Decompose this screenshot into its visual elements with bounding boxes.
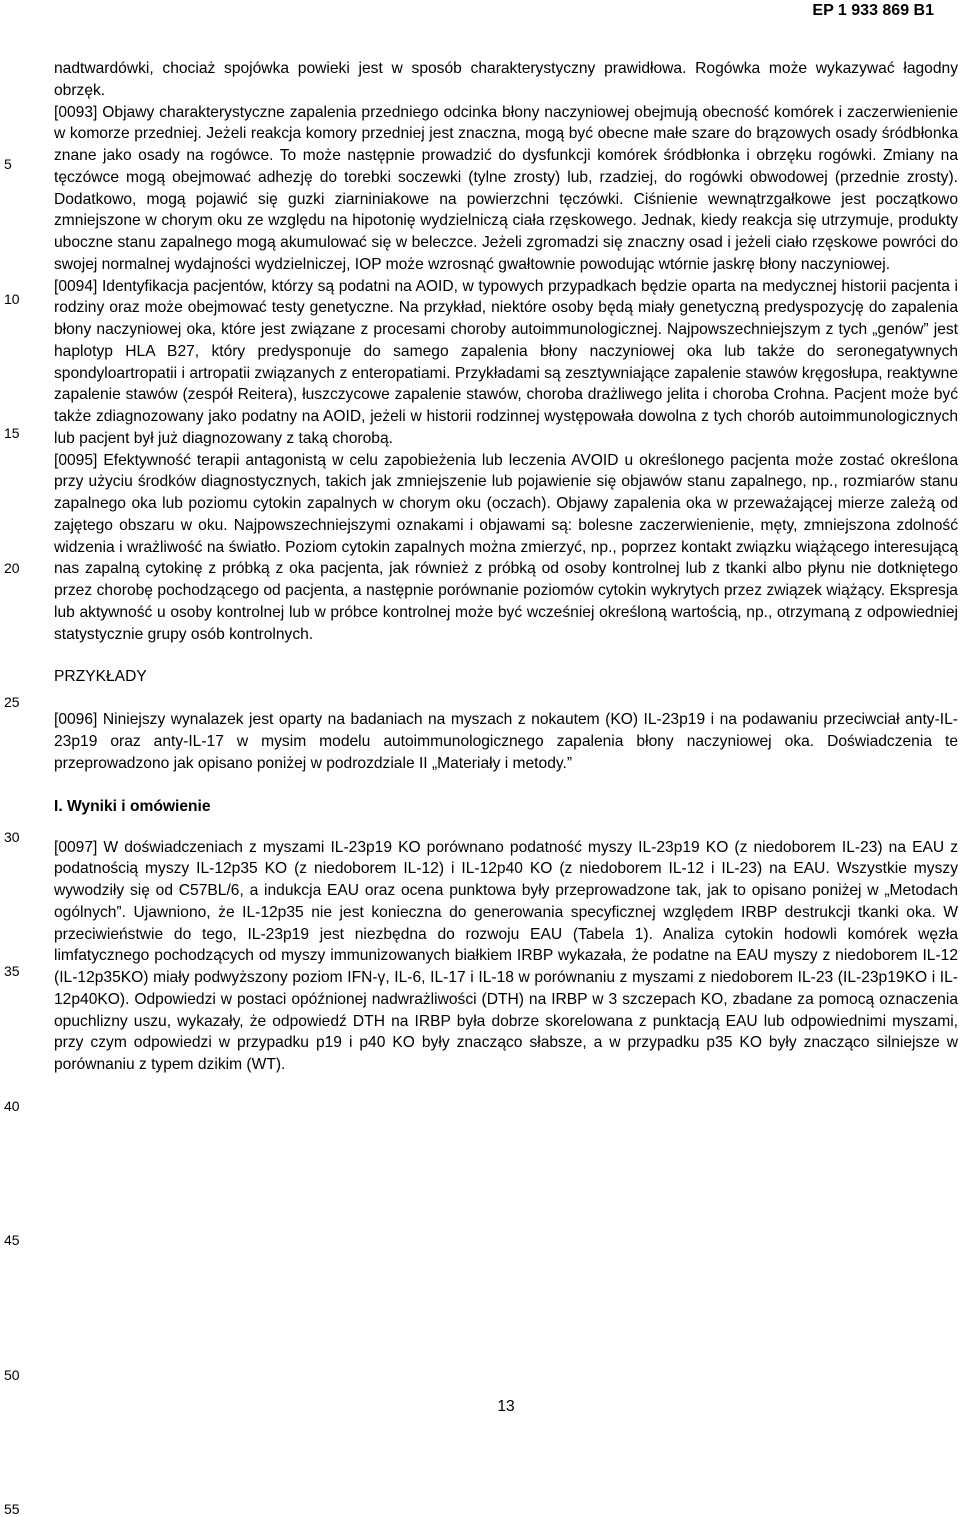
paragraph-text: Identyfikacja pacjentów, którzy są podatni na AOID, w typowych przypadkach będzie oparta na medycznej historii pacjenta i rodziny oraz może obejmować testy genetyczne. Na przykład, niektóre osoby będą miały genetyczną predyspozycję do zapalenia błony naczyniowej oka, które jest związane z procesami choroby autoimmunologicznej. Najpowszechniejszym z tych „genów” jest haplotyp HLA B27, który predysponuje do samego zapalenia błony naczyniowej oka lub także do seronegatywnych spondyloartropatii i artropatii związanych z enteropatiami. Przykładami są zesztywniające zapalenie stawów kręgosłupa, reaktywne zapalenie stawów (zespół Reitera), łuszczycowe zapalenie stawów, choroba drażliwego jelita i choroba Crohna. Pacjent może być także zdiagnozowany jako podatny na AOID, jeżeli w historii rodzinnej występowała dowolna z tych chorób autoimmunologicznych lub pacjent był już diagnozowany z taką chorobą. bbox=[54, 277, 958, 447]
line-number: 25 bbox=[4, 694, 20, 710]
paragraph-0093 bbox=[54, 102, 958, 276]
paragraph-number: [0097] bbox=[54, 838, 98, 856]
line-number: 50 bbox=[4, 1367, 20, 1383]
paragraph-number: [0094] bbox=[54, 277, 98, 295]
paragraph-text: Efektywność terapii antagonistą w celu zapobieżenia lub leczenia AVOID u określonego pacjenta może zostać określona przy użyciu środków diagnostycznych, takich jak zmniejszenie lub pojawienie się objawów stanu zapalnego, np., rozmiarów stanu zapalnego oka lub poziomu cytokin zapalnych w chorym oku (oczach). Objawy zapalenia oka w przeważającej mierze zależą od zajętego obszaru w oku. Najpowszechniejszymi oznakami i objawami są: bolesne zaczerwienienie, męty, zmniejszona zdolność widzenia i wrażliwość na światło. Poziom cytokin zapalnych można zmierzyć, np., poprzez kontakt związku wiążącego interesującą nas zapalną cytokinę z próbką z oka pacjenta, jak również z próbką od osoby kontrolnej lub z tkanki albo płynu nie dotkniętego przez chorobę pochodzącego od pacjenta, a następnie porównanie poziomów cytokin wykrytych przez związek wiążący. Ekspresja lub aktywność u osoby kontrolnej lub w próbce kontrolnej może być wcześniej określoną wartością, np., otrzymaną z odpowiedniej statystycznie grupy osób kontrolnych. bbox=[54, 451, 958, 643]
page-number: 13 bbox=[497, 1398, 515, 1415]
paragraph-0094 bbox=[54, 276, 958, 450]
paragraph-continuation: nadtwardówki, chociaż spojówka powieki jest w sposób charakterystyczny prawidłowa. Rogówka może wykazywać łagodny obrzęk. bbox=[54, 60, 958, 99]
line-number: 15 bbox=[4, 425, 20, 441]
paragraph-text: Objawy charakterystyczne zapalenia przedniego odcinka błony naczyniowej obejmują obecność komórek i zaczerwienienie w komorze przedniej. Jeżeli reakcja komory przedniej jest znaczna, mogą być obecne małe szare do brązowych osady śródbłonka znane jako osady na rogówce. To może następnie prowadzić do dysfunkcji komórek śródbłonka i obrzęku rogówki. Zmiany na tęczówce mogą obejmować adhezję do torebki soczewki (tylne zrosty) lub, rzadziej, do rogówki obwodowej (przednie zrosty). Dodatkowo, mogą pojawić się guzki ziarniniakowe na powierzchni tęczówki. Ciśnienie wewnątrzgałkowe jest początkowo zmniejszone w chorym oku ze względu na hipotonię wydzielniczą ciała rzęskowego. Jednak, kiedy reakcja się utrzymuje, produkty uboczne stanu zapalnego mogą akumulować się w beleczce. Jeżeli zgromadzi się znaczny osad i jeżeli ciało rzęskowe powróci do swojej normalnej wydajności wydzielniczej, IOP może wzrosnąć gwałtownie powodując wtórnie jaskrę błony naczyniowej. bbox=[54, 103, 958, 273]
paragraph-number: [0093] bbox=[54, 103, 98, 121]
line-number: 55 bbox=[4, 1501, 20, 1517]
line-number: 35 bbox=[4, 963, 20, 979]
paragraph-number: [0095] bbox=[54, 451, 98, 469]
patent-number: EP 1 933 869 B1 bbox=[812, 2, 934, 19]
paragraph-0096 bbox=[54, 709, 958, 774]
line-number: 40 bbox=[4, 1098, 20, 1114]
paragraph-text: W doświadczeniach z myszami IL-23p19 KO porównano podatność myszy IL-23p19 KO (z niedoborem IL-23) na EAU z podatnością myszy IL-12p35 KO (z niedoborem IL-12) i IL-12p40 KO (z niedoborem IL-12 i IL-23) na EAU. Wszystkie myszy wywodziły się od C57BL/6, a indukcja EAU oraz ocena punktowa były przeprowadzone tak, jak to opisano poniżej w „Metodach ogólnych”. Ujawniono, że IL-12p35 nie jest konieczna do generowania specyficznej względem IRBP destrukcji tkanki oka. W przeciwieństwie do tego, IL-23p19 jest niezbędna do rozwoju EAU (Tabela 1). Analiza cytokin hodowli komórek węzła limfatycznego pochodzących od myszy immunizowanych białkiem IRBP wykazała, że podatne na EAU myszy z niedoborem IL-12 (IL-12p35KO) miały podwyższony poziom IFN-γ, IL-6, IL-17 i IL-18 w porównaniu z myszami z niedoborem IL-23 (IL-23p19KO i IL-12p40KO). Odpowiedzi w postaci opóźnionej nadwrażliwości (DTH) na IRBP w 3 szczepach KO, zbadane za pomocą oznaczenia opuchlizny uszu, wykazały, że odpowiedź DTH na IRBP była dobrze skorelowana z punktacją EAU lub odpowiednimi myszami, przy czym odpowiedzi w przypadku p19 i p40 KO były znacząco słabsze, a w przypadku p35 KO były znacząco silniejsze w porównaniu z typem dzikim (WT). bbox=[54, 838, 958, 1073]
paragraph-number: [0096] bbox=[54, 711, 98, 729]
line-number: 20 bbox=[4, 560, 20, 576]
examples-heading: PRZYKŁADY bbox=[54, 668, 147, 686]
document-body bbox=[54, 58, 958, 1076]
line-number: 45 bbox=[4, 1232, 20, 1248]
paragraph-text: Niniejszy wynalazek jest oparty na badaniach na myszach z nokautem (KO) IL-23p19 i na podawaniu przeciwciał anty-IL-23p19 oraz anty-IL-17 w mysim modelu autoimmunologicznego zapalenia błony naczyniowej oka. Doświadczenia te przeprowadzono jak opisano poniżej w podrozdziale II „Materiały i metody.” bbox=[54, 711, 958, 772]
results-heading: I. Wyniki i omówienie bbox=[54, 797, 211, 815]
line-number: 30 bbox=[4, 829, 20, 845]
line-number: 5 bbox=[4, 156, 12, 172]
paragraph-0095 bbox=[54, 450, 958, 646]
paragraph-0097 bbox=[54, 837, 958, 1076]
line-number: 10 bbox=[4, 291, 20, 307]
